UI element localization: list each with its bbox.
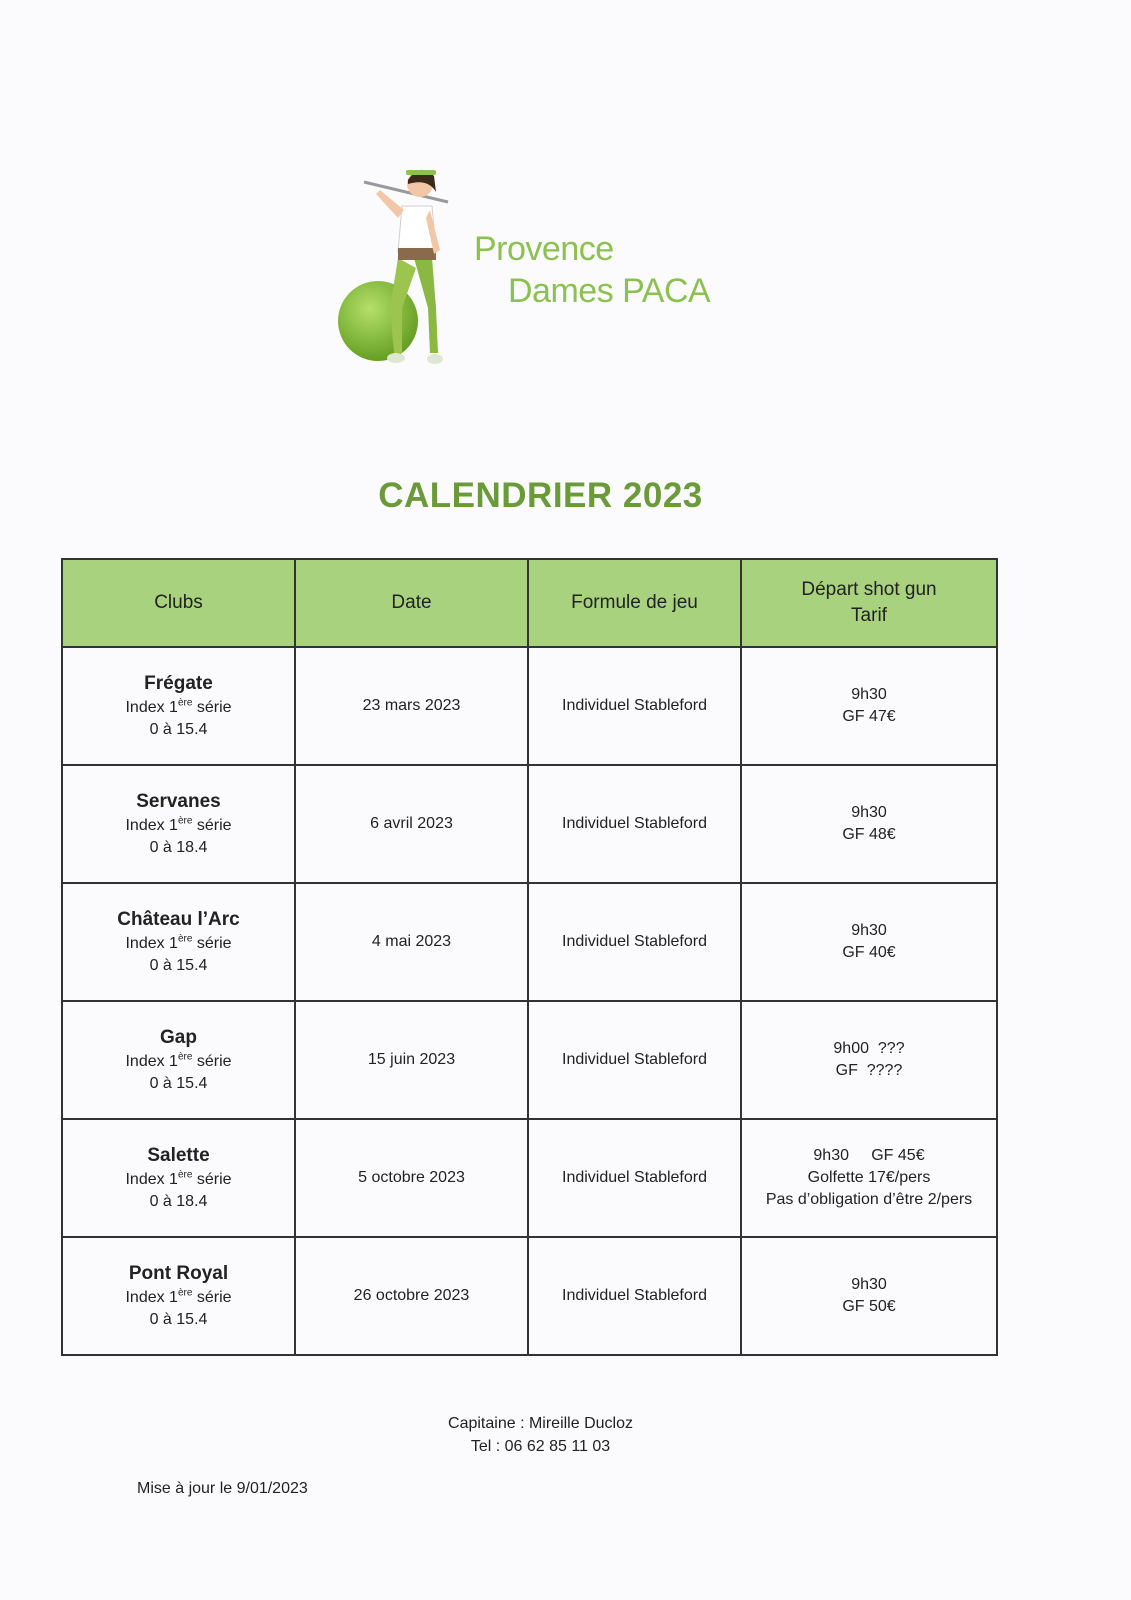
formule-cell: Individuel Stableford	[528, 1119, 741, 1237]
header-depart-line2: Tarif	[851, 605, 887, 626]
provence-dames-logo	[336, 158, 756, 378]
club-cell	[62, 1237, 295, 1355]
update-date: Mise à jour le 9/01/2023	[137, 1480, 308, 1497]
date-cell: 5 octobre 2023	[295, 1119, 528, 1237]
depart-tarif: GF 50€	[842, 1298, 896, 1315]
index-prefix: Index 1	[125, 1171, 178, 1188]
club-range: 0 à 15.4	[149, 957, 208, 974]
club-range: 0 à 15.4	[149, 721, 208, 738]
table-row	[62, 765, 997, 883]
index-sup: ère	[177, 815, 193, 827]
table-row	[62, 1237, 997, 1355]
club-name: Gap	[160, 1027, 197, 1048]
formule-cell: Individuel Stableford	[528, 1237, 741, 1355]
captain-contact	[0, 1412, 1081, 1458]
club-index	[67, 1169, 290, 1191]
depart-time: 9h30	[851, 804, 887, 821]
index-prefix: Index 1	[125, 817, 178, 834]
date-cell: 4 mai 2023	[295, 883, 528, 1001]
index-prefix: Index 1	[125, 935, 178, 952]
club-name: Servanes	[136, 791, 221, 812]
captain-name: Capitaine : Mireille Ducloz	[448, 1415, 633, 1432]
depart-time: 9h30	[851, 1276, 887, 1293]
club-name: Salette	[147, 1145, 210, 1166]
formule-cell: Individuel Stableford	[528, 1001, 741, 1119]
depart-time: 9h30 GF 45€	[813, 1147, 925, 1164]
index-sup: ère	[177, 1051, 193, 1063]
formule-cell: Individuel Stableford	[528, 647, 741, 765]
index-suffix: série	[192, 817, 232, 834]
header-date: Date	[295, 559, 528, 647]
formule-cell: Individuel Stableford	[528, 883, 741, 1001]
depart-tarif: GF 48€	[842, 826, 896, 843]
index-sup: ère	[177, 697, 193, 709]
table-row	[62, 1001, 997, 1119]
header-formule: Formule de jeu	[528, 559, 741, 647]
table-row	[62, 883, 997, 1001]
depart-cell	[741, 883, 997, 1001]
club-cell	[62, 1001, 295, 1119]
club-cell	[62, 647, 295, 765]
header-depart	[741, 559, 997, 647]
depart-golfette: Golfette 17€/pers	[807, 1169, 931, 1186]
index-suffix: série	[192, 935, 232, 952]
index-suffix: série	[192, 699, 232, 716]
index-prefix: Index 1	[125, 1289, 178, 1306]
table-row	[62, 647, 997, 765]
header-clubs: Clubs	[62, 559, 295, 647]
index-suffix: série	[192, 1171, 232, 1188]
calendar-table	[61, 558, 998, 1356]
index-suffix: série	[192, 1053, 232, 1070]
depart-cell	[741, 1237, 997, 1355]
page-title: CALENDRIER 2023	[378, 476, 703, 515]
club-index	[67, 933, 290, 955]
date-cell: 15 juin 2023	[295, 1001, 528, 1119]
club-name: Château l’Arc	[117, 909, 240, 930]
depart-note: Pas d’obligation d’être 2/pers	[765, 1191, 973, 1208]
header-depart-line1: Départ shot gun	[801, 579, 937, 600]
depart-cell	[741, 765, 997, 883]
club-range: 0 à 15.4	[149, 1075, 208, 1092]
index-suffix: série	[192, 1289, 232, 1306]
club-index	[67, 1051, 290, 1073]
date-cell: 6 avril 2023	[295, 765, 528, 883]
club-index	[67, 815, 290, 837]
depart-tarif: GF ????	[835, 1062, 903, 1079]
captain-phone: Tel : 06 62 85 11 03	[470, 1438, 611, 1455]
table-header-row	[62, 559, 997, 647]
index-prefix: Index 1	[125, 1053, 178, 1070]
depart-cell	[741, 1001, 997, 1119]
depart-cell	[741, 647, 997, 765]
date-cell: 26 octobre 2023	[295, 1237, 528, 1355]
club-range: 0 à 18.4	[149, 839, 208, 856]
index-sup: ère	[177, 1287, 193, 1299]
brand-line-2: Dames PACA	[508, 272, 711, 310]
date-cell: 23 mars 2023	[295, 647, 528, 765]
club-range: 0 à 15.4	[149, 1311, 208, 1328]
club-cell	[62, 765, 295, 883]
club-cell	[62, 883, 295, 1001]
depart-tarif: GF 47€	[842, 708, 896, 725]
club-name: Pont Royal	[128, 1263, 229, 1284]
formule-cell: Individuel Stableford	[528, 765, 741, 883]
table-row	[62, 1119, 997, 1237]
index-sup: ère	[177, 1169, 193, 1181]
depart-time: 9h00 ???	[833, 1040, 905, 1057]
club-cell	[62, 1119, 295, 1237]
club-name: Frégate	[144, 673, 213, 694]
depart-tarif: GF 40€	[842, 944, 896, 961]
depart-time: 9h30	[851, 686, 887, 703]
brand-line-1: Provence	[474, 230, 614, 268]
depart-time: 9h30	[851, 922, 887, 939]
depart-cell	[741, 1119, 997, 1237]
club-index	[67, 1287, 290, 1309]
golfer-illustration	[336, 158, 476, 378]
club-range: 0 à 18.4	[149, 1193, 208, 1210]
index-sup: ère	[177, 933, 193, 945]
index-prefix: Index 1	[125, 699, 178, 716]
club-index	[67, 697, 290, 719]
